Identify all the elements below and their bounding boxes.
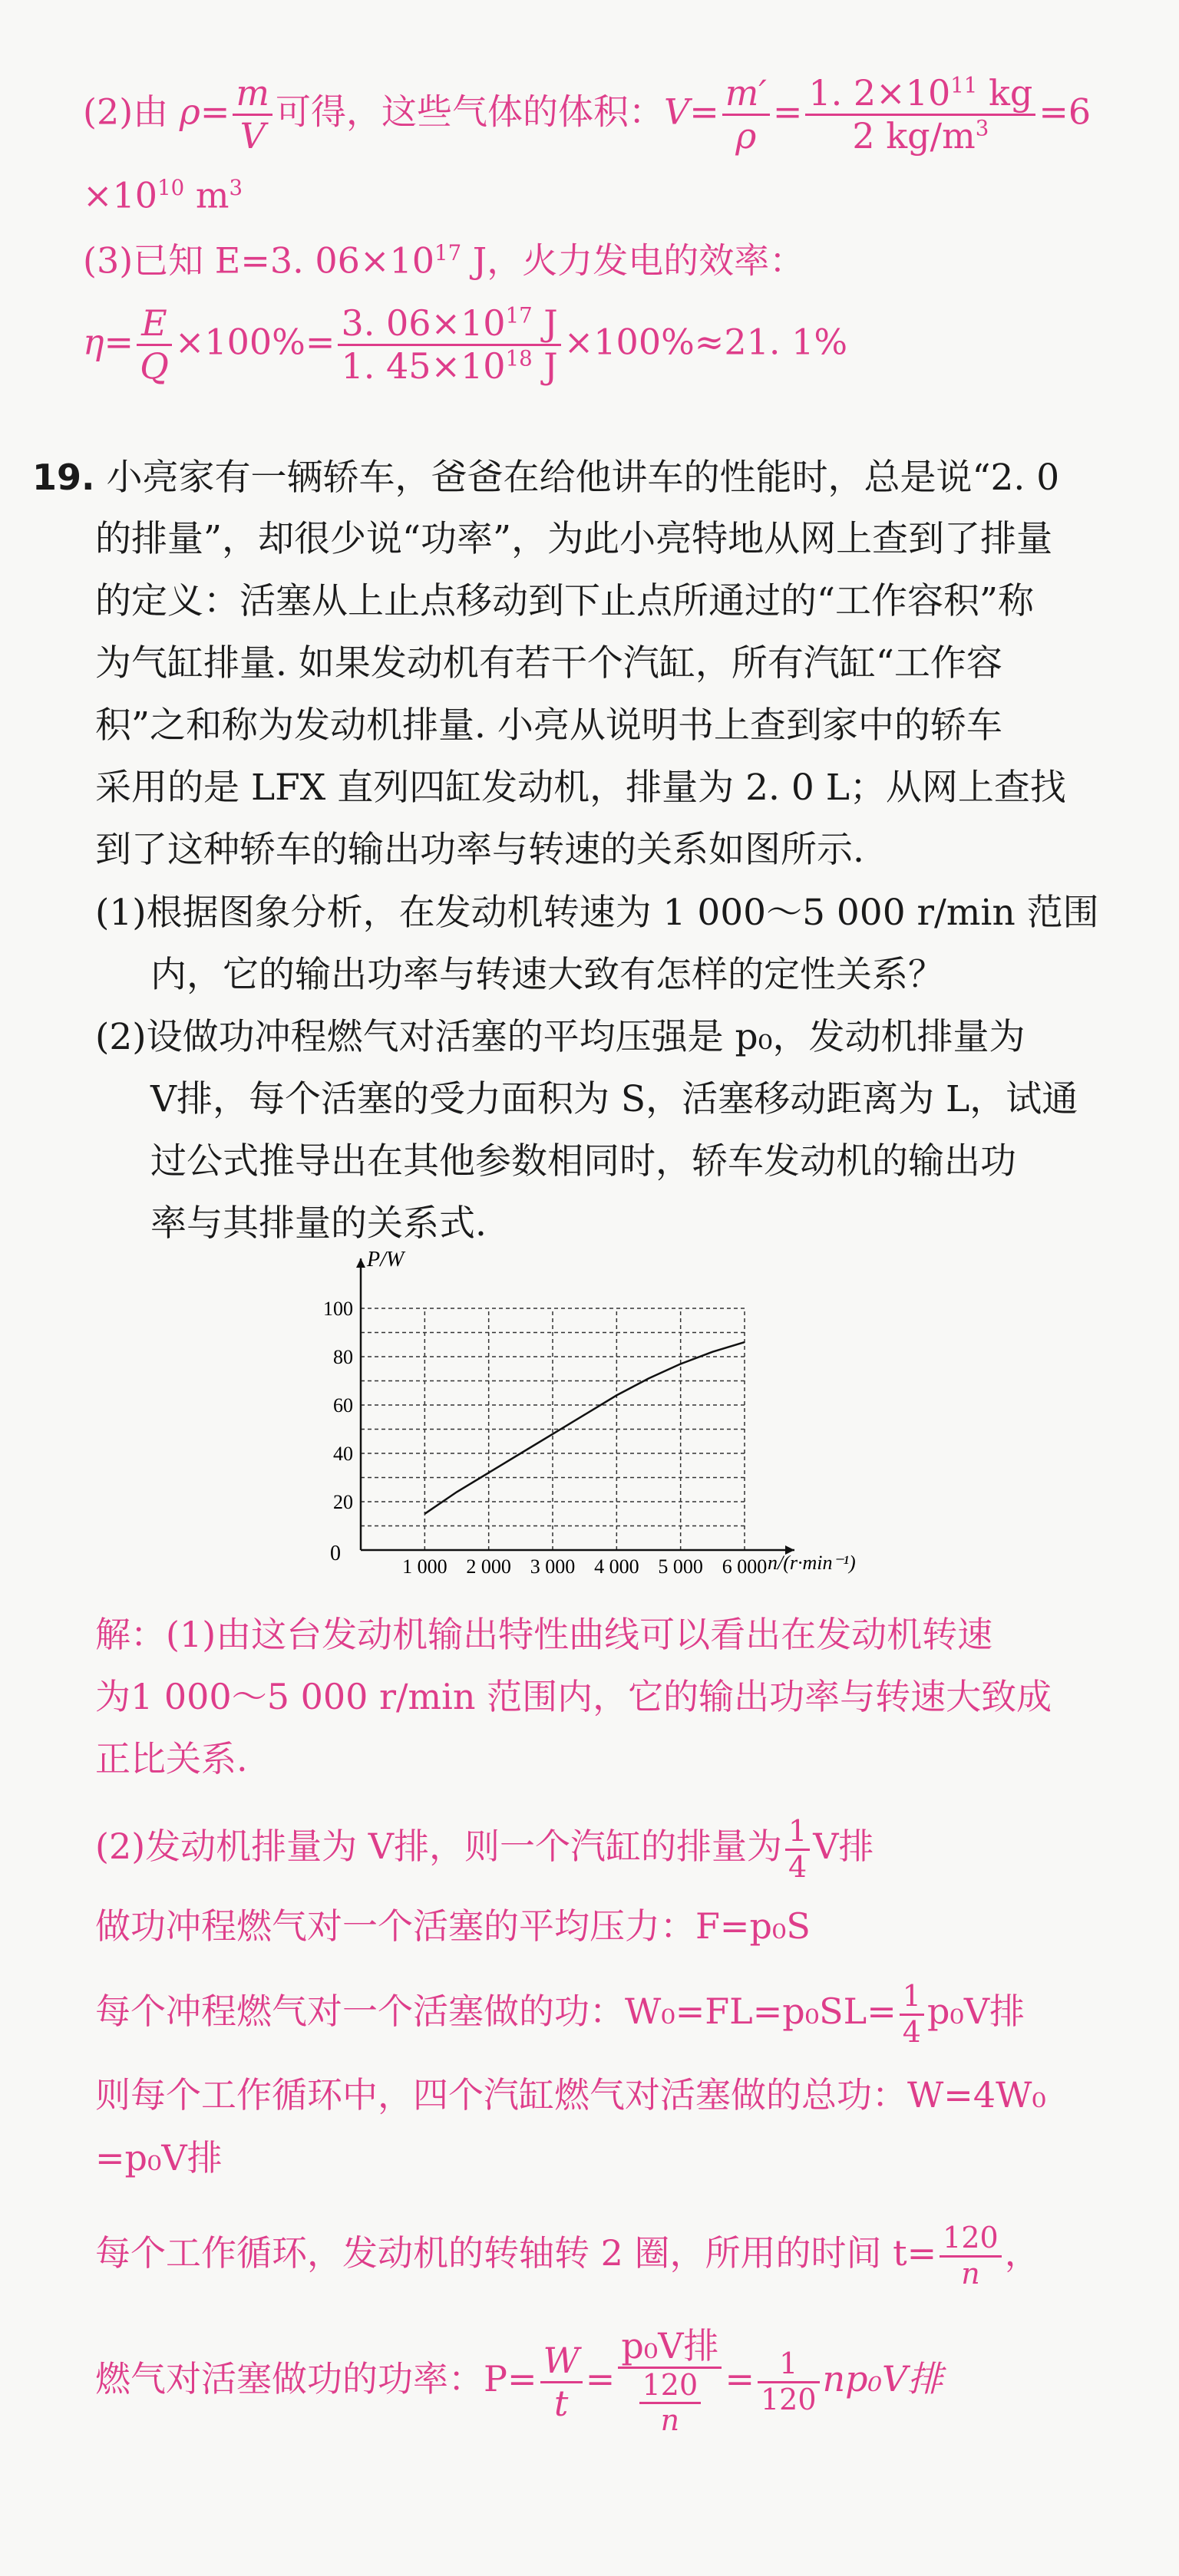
answer-text: 1. 2×10 [808, 72, 951, 114]
y-tick-label: 100 [323, 1298, 353, 1320]
solution-text: 燃气对活塞做功的功率：P= [95, 2358, 537, 2400]
solution-1-line: 为1 000～5 000 r/min 范围内，它的输出功率与转速大致成 [95, 1676, 1052, 1717]
fraction-denominator [338, 346, 560, 387]
x-tick-label: 5 000 [658, 1555, 703, 1578]
fraction-one-over-120 [758, 2347, 820, 2416]
x-tick-label: 6 000 [722, 1555, 768, 1578]
solution-text: = [585, 2358, 616, 2400]
answer-text: J [532, 302, 558, 344]
question-2-line: (2)设做功冲程燃气对活塞的平均压强是 p₀，发动机排量为 [95, 1016, 1025, 1058]
x-tick-label: 2 000 [466, 1555, 511, 1578]
answer-text: 3 [975, 115, 989, 141]
fraction-120-over-n [639, 2369, 702, 2438]
answer-text: ×10 [83, 174, 158, 216]
problem-line: 的排量”，却很少说“功率”，为此小亮特地从网上查到了排量 [95, 518, 1053, 560]
solution-text: 每个冲程燃气对一个活塞做的功：W₀=FL=p₀SL= [95, 1991, 897, 2033]
fraction-denominator: n [660, 2403, 680, 2438]
fraction-denominator: Q [140, 345, 169, 387]
y-axis-arrow [356, 1258, 365, 1268]
answer-text: 可得，这些气体的体积： [276, 91, 664, 133]
answer-text: ×100%≈21. 1% [563, 321, 848, 363]
power-speed-chart [299, 1247, 883, 1592]
question-1-line: (1)根据图象分析，在发动机转速为 1 000～5 000 r/min 范围 [95, 892, 1099, 934]
problem-number: 19. [32, 457, 95, 498]
fraction-numerator: p₀V排 [618, 2326, 722, 2369]
fraction-denominator: 120 [760, 2382, 817, 2416]
question-2-line: V排，每个活塞的受力面积为 S，活塞移动距离为 L，试通 [150, 1078, 1078, 1120]
problem-line: 的定义：活塞从上止点移动到下止点所通过的“工作容积”称 [95, 580, 1035, 622]
y-tick-label: 80 [333, 1346, 353, 1368]
answer-text: ρ= [179, 91, 230, 133]
answer-text: 18 [505, 345, 533, 371]
fraction-numerator: m [233, 73, 272, 116]
question-2-line: 过公式推导出在其他参数相同时，轿车发动机的输出功 [150, 1140, 1016, 1182]
solution-5-line: =p₀V排 [95, 2137, 223, 2179]
solution-text: ， [1004, 2232, 1040, 2274]
fraction-one-quarter [785, 1815, 810, 1884]
fraction-numerator: 1 [785, 1815, 810, 1851]
answer-text: V= [664, 91, 719, 133]
fraction-denominator: 4 [788, 1849, 807, 1884]
solution-text: p₀V排 [926, 1991, 1025, 2033]
fraction-E-value-over-Q-value [338, 303, 560, 387]
answer-text: 17 [505, 302, 533, 328]
fraction-numerator: W [540, 2340, 583, 2383]
solution-text: 每个工作循环，发动机的转轴转 2 圈，所用的时间 t= [95, 2232, 937, 2274]
chart-series [424, 1342, 745, 1514]
y-tick-label: 40 [333, 1443, 353, 1465]
fraction-one-quarter [900, 1980, 924, 2049]
problem-line [32, 454, 1059, 501]
fraction-denominator [805, 116, 1035, 157]
answer-text: η= [83, 321, 134, 363]
chart-axes [356, 1258, 794, 1555]
solution-1-line: 解：(1)由这台发动机输出特性曲线可以看出在发动机转速 [95, 1614, 993, 1655]
x-tick-label: 3 000 [530, 1555, 576, 1578]
fraction-120-over-n [940, 2221, 1002, 2291]
answer-text: 17 [434, 240, 462, 266]
answer-text: kg [977, 72, 1033, 114]
fraction-denominator: n [961, 2256, 980, 2291]
fraction-numerator: 120 [940, 2221, 1002, 2258]
question-2-line: 率与其排量的关系式. [150, 1202, 487, 1245]
fraction-numerator: m′ [722, 73, 770, 116]
answer-text: J [532, 345, 558, 387]
fraction-m-prime-over-rho [722, 73, 770, 157]
solution-1-line: 正比关系. [95, 1738, 248, 1779]
x-axis-label: n/(r·min⁻¹) [768, 1552, 856, 1574]
fraction-numerator: E [137, 303, 172, 346]
solution-text: = [725, 2358, 755, 2400]
fraction-denominator: 4 [902, 2014, 921, 2049]
solution-6-line [95, 2221, 1040, 2291]
fraction-denominator: ρ [735, 114, 757, 157]
answer-text: =6 [1039, 91, 1091, 133]
fraction-numerator: 1 [758, 2347, 820, 2383]
fraction-W-over-t [540, 2340, 583, 2424]
fraction-m-over-V [233, 73, 272, 157]
answer-part2-line2 [83, 165, 243, 218]
problem-line: 积”之和称为发动机排量. 小亮从说明书上查到家中的轿车 [95, 704, 1002, 747]
chart-grid [361, 1308, 745, 1550]
solution-4-line [95, 1980, 1025, 2049]
answer-text: ×100%= [174, 321, 335, 363]
answer-text: = [772, 91, 803, 133]
answer-text: 3 [229, 175, 243, 200]
solution-text: (2)发动机排量为 V排，则一个汽缸的排量为 [95, 1826, 783, 1868]
x-tick-label: 1 000 [402, 1555, 447, 1578]
solution-2-line [95, 1815, 874, 1884]
answer-part3-line1 [83, 230, 804, 283]
answer-part2-line1 [83, 73, 1091, 157]
fraction-denominator: t [553, 2382, 569, 2424]
answer-text: (3)已知 E=3. 06×10 [83, 239, 435, 282]
answer-text: J，火力发电的效率： [461, 239, 805, 282]
fraction-numerator: 1 [900, 1980, 924, 2016]
question-1-line: 内，它的输出功率与转速大致有怎样的定性关系？ [150, 954, 944, 996]
problem-line: 到了这种轿车的输出功率与转速的关系如图所示. [95, 829, 864, 871]
answer-text: (2)由 [83, 91, 180, 133]
answer-text: 2 kg/m [852, 114, 976, 157]
answer-text: 10 [157, 175, 185, 200]
answer-text: 3. 06×10 [341, 302, 506, 344]
problem-text: 小亮家有一辆轿车，爸爸在给他讲车的性能时，总是说“2. 0 [106, 457, 1060, 499]
problem-line: 采用的是 LFX 直列四缸发动机，排量为 2. 0 L；从网上查找 [95, 767, 1066, 809]
answer-text: m [184, 174, 230, 216]
fraction-denominator: V [239, 114, 266, 157]
y-tick-label: 20 [333, 1491, 353, 1513]
fraction-numerator [338, 303, 560, 346]
solution-3-line: 做功冲程燃气对一个活塞的平均压力：F=p₀S [95, 1905, 811, 1947]
fraction-mass-over-density [805, 73, 1035, 157]
solution-5-line: 则每个工作循环中，四个汽缸燃气对活塞做的总功：W=4W₀ [95, 2074, 1046, 2116]
solution-text: V排 [813, 1826, 874, 1868]
solution-7-line [95, 2317, 943, 2440]
solution-text: np₀V排 [822, 2358, 943, 2400]
fraction-power-expression [618, 2326, 722, 2438]
origin-label: 0 [330, 1542, 341, 1565]
fraction-numerator: 120 [639, 2369, 702, 2405]
fraction-denominator [618, 2369, 722, 2438]
answer-text: 1. 45×10 [341, 345, 506, 387]
y-axis-label: P/W [367, 1248, 405, 1272]
fraction-numerator [805, 73, 1035, 116]
y-tick-label: 60 [333, 1394, 353, 1417]
answer-text: 11 [950, 72, 978, 98]
fraction-E-over-Q [137, 303, 172, 387]
x-tick-label: 4 000 [594, 1555, 639, 1578]
answer-part3-line2 [83, 303, 847, 387]
power-curve [424, 1342, 745, 1514]
problem-line: 为气缸排量. 如果发动机有若干个汽缸，所有汽缸“工作容 [95, 642, 1002, 684]
